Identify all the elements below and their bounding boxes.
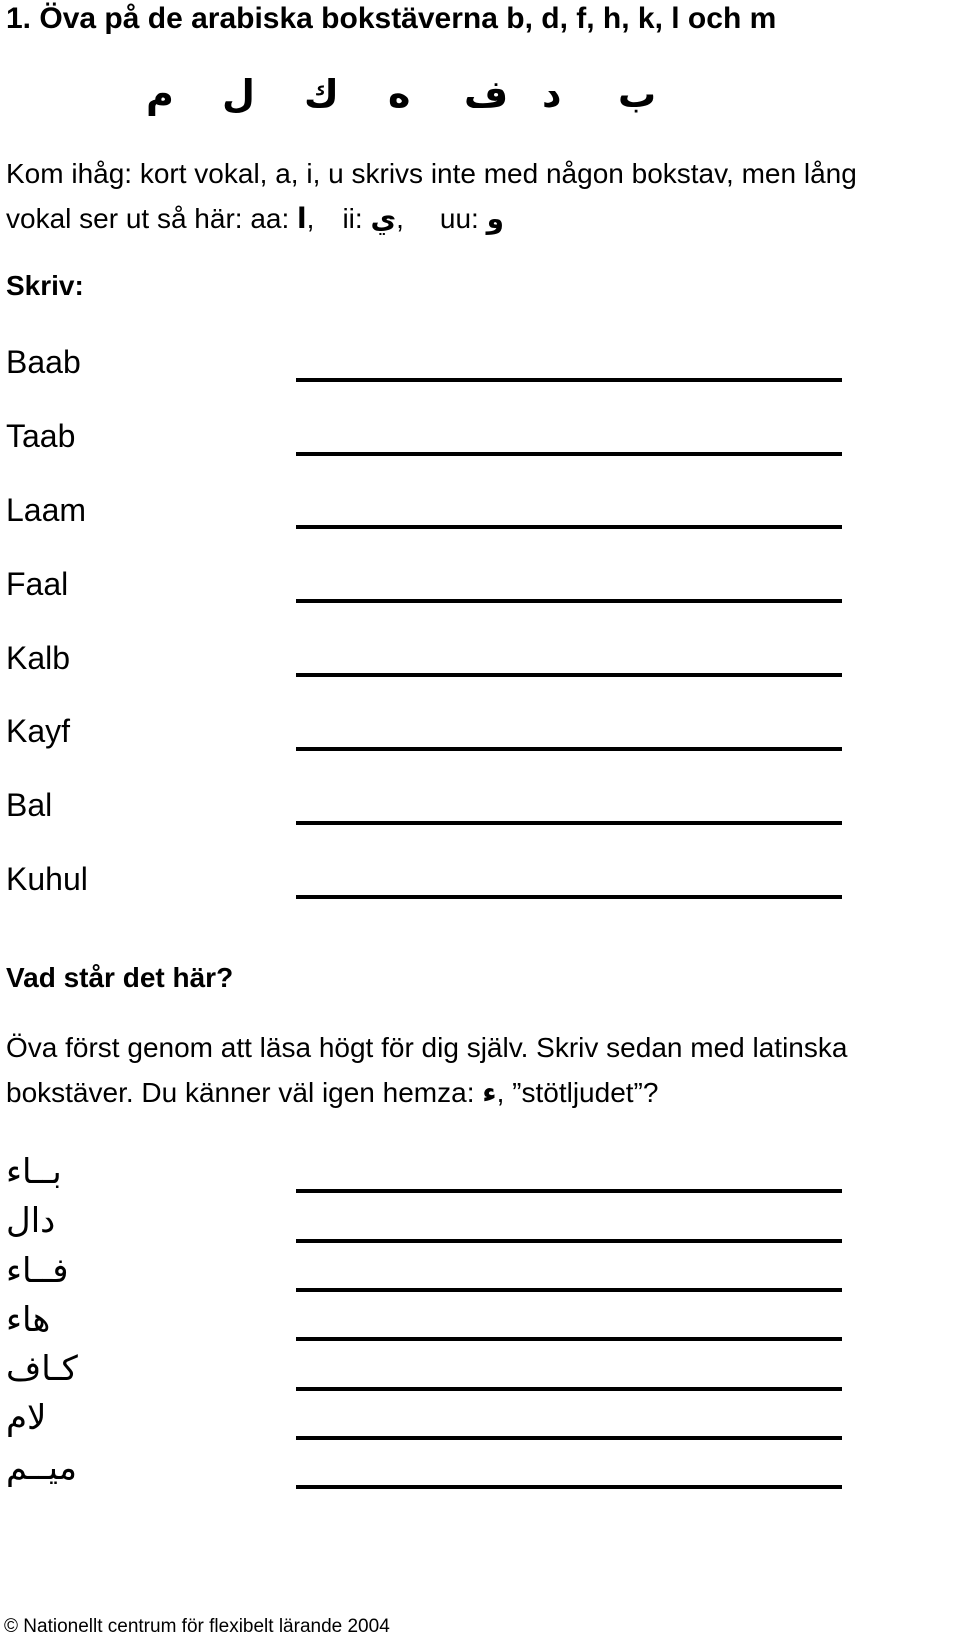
read-heading: Vad står det här? (6, 962, 234, 993)
instruction-line-1: Öva först genom att läsa högt för dig själv. Skriv sedan med latinska (6, 1032, 848, 1063)
arabic-word: دال (6, 1201, 56, 1241)
write-word: Faal (6, 566, 69, 602)
ii-label: ii: (342, 203, 371, 234)
comma-1: , (306, 203, 315, 234)
instruction-line-2 (6, 1076, 658, 1109)
letter-ha: ه (388, 72, 411, 116)
arabic-word: بــاء (6, 1152, 62, 1192)
reminder-line-2 (6, 202, 504, 235)
answer-line[interactable] (296, 821, 842, 825)
uu-label: uu: (439, 203, 487, 234)
answer-line[interactable] (296, 673, 842, 677)
arabic-word: لام (6, 1398, 47, 1438)
answer-line[interactable] (296, 1387, 842, 1391)
arabic-word: هاء (6, 1300, 51, 1340)
write-word: Kayf (6, 713, 71, 749)
arabic-letter-row (0, 72, 960, 132)
instruction-prefix: bokstäver. Du känner väl igen hemza: (6, 1077, 483, 1108)
ya-letter: ي (370, 202, 397, 235)
answer-line[interactable] (296, 747, 842, 751)
arabic-word: كـاف (6, 1349, 78, 1389)
answer-line[interactable] (296, 1189, 842, 1193)
alif-letter: ا (297, 202, 307, 235)
answer-line[interactable] (296, 1337, 842, 1341)
copyright-footer: © Nationellt centrum för flexibelt lärande 2004 (4, 1616, 390, 1637)
answer-line[interactable] (296, 378, 842, 382)
answer-line[interactable] (296, 525, 842, 529)
arabic-word: فــاء (6, 1251, 69, 1291)
hamza-letter: ء (482, 1076, 497, 1109)
write-word: Baab (6, 344, 81, 380)
answer-line[interactable] (296, 599, 842, 603)
letter-fa: ف (464, 72, 509, 116)
write-word: Kuhul (6, 861, 88, 897)
letter-dal: د (542, 72, 562, 116)
exercise-title: 1. Öva på de arabiska bokstäverna b, d, f, h, k, l och m (6, 2, 777, 35)
letter-ba: ب (618, 72, 657, 116)
comma-2: , (396, 203, 404, 234)
letter-lam: ل (222, 72, 255, 116)
answer-line[interactable] (296, 895, 842, 899)
waw-letter: و (486, 202, 504, 235)
answer-line[interactable] (296, 452, 842, 456)
write-heading: Skriv: (6, 270, 84, 301)
write-word: Laam (6, 492, 87, 528)
answer-line[interactable] (296, 1485, 842, 1489)
answer-line[interactable] (296, 1288, 842, 1292)
answer-line[interactable] (296, 1239, 842, 1243)
answer-line[interactable] (296, 1436, 842, 1440)
arabic-word: ميــم (6, 1448, 78, 1488)
reminder-prefix: vokal ser ut så här: aa: (6, 203, 298, 234)
reminder-line-1: Kom ihåg: kort vokal, a, i, u skrivs inte med någon bokstav, men lång (6, 158, 857, 189)
letter-kaf: ك (304, 72, 339, 116)
write-word: Kalb (6, 640, 71, 676)
instruction-suffix: , ”stötljudet”? (496, 1077, 659, 1108)
write-word: Taab (6, 418, 76, 454)
letter-mim: م (146, 72, 174, 116)
write-word: Bal (6, 787, 53, 823)
